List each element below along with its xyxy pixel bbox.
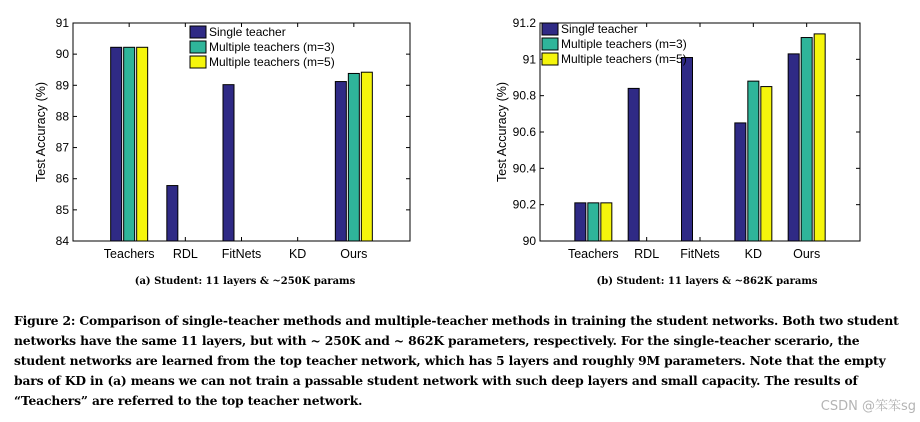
chart-a-ytick-label: 84: [55, 234, 69, 248]
chart-a-legend-swatch-1: [190, 26, 206, 38]
chart-b-category-label: KD: [744, 247, 763, 261]
chart-b-ylabel: Test Accuracy (%): [495, 81, 509, 183]
chart-a-ylabel: Test Accuracy (%): [34, 81, 48, 183]
subcaption-b: (b) Student: 11 layers & ~862K params: [596, 276, 818, 287]
chart-a-ytick-label: 90: [55, 47, 69, 62]
chart-a-category-label: KD: [288, 247, 307, 261]
chart-b-bar-s1-teachers: [575, 203, 586, 241]
chart-b-category-label: Teachers: [567, 247, 619, 261]
chart-a-ytick-label: 88: [55, 109, 69, 124]
chart-b-legend-label: Single teacher: [561, 22, 638, 36]
chart-a-legend-swatch-3: [190, 56, 206, 68]
chart-a-bar-s1-fitnets: [223, 85, 234, 241]
chart-b-category-label: Ours: [793, 247, 821, 261]
chart-b-ytick-label: 90.8: [512, 88, 536, 103]
chart-a-ytick-label: 85: [55, 202, 69, 217]
chart-b-category-label: RDL: [634, 247, 660, 261]
chart-b-ytick-label: 91: [522, 52, 536, 67]
chart-b-category-label: FitNets: [680, 247, 720, 261]
chart-b-ytick-label: 90.2: [512, 197, 536, 212]
chart-a-bar-s3-teachers: [137, 47, 148, 241]
chart-a-category-label: RDL: [172, 247, 198, 261]
chart-b-legend-swatch-3: [542, 53, 558, 65]
chart-a-category-label: FitNets: [221, 247, 262, 261]
chart-b-bar-s2-kd: [748, 81, 759, 241]
chart-a-bar-s2-teachers: [124, 47, 135, 241]
chart-a-legend-label: Multiple teachers (m=3): [209, 40, 335, 54]
chart-a-bar-s1-rdl: [167, 186, 178, 241]
chart-b-bar-s2-teachers: [588, 203, 599, 241]
chart-a-category-label: Ours: [340, 247, 368, 261]
chart-a-ytick-label: 89: [55, 78, 69, 93]
chart-b-bar-s3-kd: [761, 87, 772, 241]
chart-b-ytick-label: 91.2: [512, 16, 536, 30]
chart-a-ytick-label: 91: [55, 16, 69, 30]
chart-b-legend-swatch-1: [542, 23, 558, 35]
chart-a-legend-label: Multiple teachers (m=5): [209, 55, 335, 69]
chart-b-legend-label: Multiple teachers (m=5): [561, 52, 687, 66]
chart-b-bar-s3-ours: [814, 34, 825, 241]
figure-caption: Figure 2: Comparison of single-teacher methods and multiple-teacher methods in training the student networks. Both two student networks have the same 11 layers, but with ~ 250K and ~ 862K parameters, respectively. For the single-teacher scerario, the student networks are learned from the top teacher network, which has 5 layers and roughly 9M parameters. Note that the empty bars of KD in (a) means we can not train a passable student network with such deep layers and small capacity. The results of “Teachers” are referred to the top teacher network.: [14, 313, 899, 408]
chart-b-ytick-label: 90.4: [512, 161, 536, 176]
chart-a-legend-label: Single teacher: [209, 25, 286, 39]
chart-a-legend-swatch-2: [190, 41, 206, 53]
chart-b-ytick-label: 90: [522, 234, 536, 248]
chart-b-ytick-label: 90.6: [512, 125, 536, 139]
chart-a-bar-s3-ours: [361, 72, 372, 241]
chart-a-bar-s1-teachers: [111, 47, 122, 241]
chart-b-bar-s1-fitnets: [682, 58, 693, 241]
chart-b-legend-swatch-2: [542, 38, 558, 50]
chart-a-category-label: Teachers: [103, 247, 155, 261]
subcaption-a: (a) Student: 11 layers & ~250K params: [134, 276, 356, 287]
watermark: CSDN @笨笨sg: [820, 399, 916, 414]
chart-b-bar-s1-rdl: [628, 88, 639, 241]
chart-b-bar-s1-kd: [735, 123, 746, 241]
chart-a-bar-s1-ours: [335, 82, 346, 241]
chart-b-bar-s3-teachers: [601, 203, 612, 241]
chart-a-bar-s2-ours: [348, 73, 359, 241]
chart-a-ytick-label: 87: [55, 140, 69, 155]
chart-b-bar-s2-ours: [801, 38, 812, 241]
chart-b-bar-s1-ours: [788, 54, 799, 241]
chart-b-legend-label: Multiple teachers (m=3): [561, 37, 687, 51]
chart-a-ytick-label: 86: [55, 171, 69, 186]
